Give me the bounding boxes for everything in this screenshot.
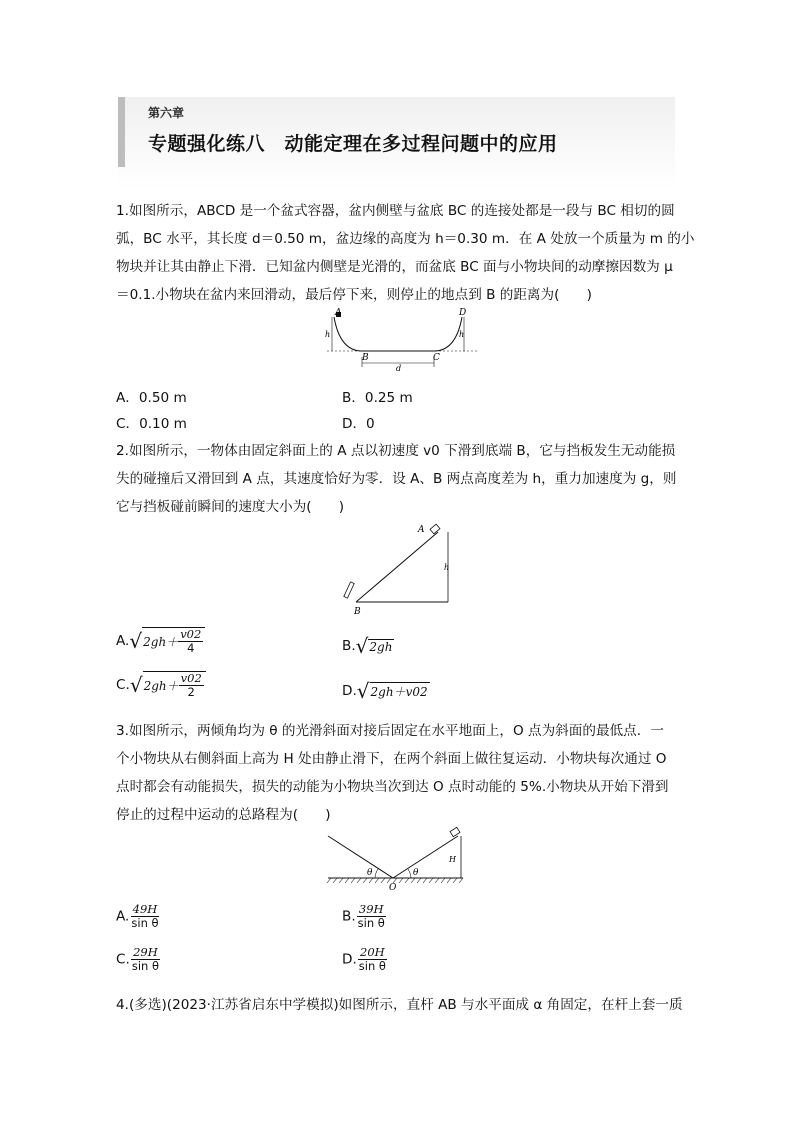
- q1-option-b[interactable]: B．0.25 m: [342, 390, 413, 406]
- label-b: B: [362, 353, 369, 363]
- q2-option-c[interactable]: C. √ 2gh＋ $\frac{v02}{2}$: [116, 671, 206, 699]
- option-letter: A.: [116, 633, 130, 650]
- q3-v-incline-figure: [323, 826, 468, 892]
- label-h-left: h: [325, 330, 331, 339]
- incline: [356, 532, 438, 602]
- q3-option-a[interactable]: A. $\frac{49H}{\text{sin θ}}$: [116, 902, 159, 931]
- label-o: O: [389, 883, 397, 892]
- q2-option-a[interactable]: A. √ 2gh＋ $\frac{v02}{4}$: [116, 627, 205, 655]
- theta-right: θ: [413, 868, 419, 878]
- q3-line-2: 个小物块从右侧斜面上高为 H 处由静止滑下，在两个斜面上做往复运动．小物块每次通过 O: [116, 751, 667, 767]
- option-letter: D.: [342, 951, 357, 968]
- theta-left: θ: [367, 868, 373, 878]
- label-b: B: [354, 607, 361, 617]
- option-letter: D.: [342, 683, 357, 699]
- theta-arc-right: [408, 869, 411, 878]
- q1-line-2: 弧，BC 水平，其长度 d＝0.50 m，盆边缘的高度为 h＝0.30 m．在 A 处放一个质量为 m 的小: [116, 231, 695, 247]
- label-d-length: d: [396, 364, 402, 373]
- chapter-label: 第六章: [148, 106, 185, 120]
- q2-option-b[interactable]: B. √ 2gh: [342, 634, 393, 658]
- label-a: A: [418, 525, 425, 535]
- q3-option-b[interactable]: B. $\frac{39H}{\text{sin θ}}$: [342, 902, 385, 931]
- q3-line-3: 点时都会有动能损失，损失的动能为小物块当次到达 O 点时动能的 5%.小物块从开始下滑到: [116, 779, 669, 795]
- basin-outline: [334, 317, 465, 351]
- label-d: D: [459, 308, 467, 318]
- label-c: C: [433, 353, 440, 363]
- q1-option-d[interactable]: D．0: [342, 416, 375, 432]
- page-title: 专题强化练八 动能定理在多过程问题中的应用: [148, 133, 558, 155]
- q3-line-1: 3.如图所示，两倾角均为 θ 的光滑斜面对接后固定在水平地面上，O 点为斜面的最低点．一: [116, 723, 664, 739]
- q3-line-4: 停止的过程中运动的总路程为( ): [116, 807, 331, 823]
- option-letter: C.: [116, 677, 130, 694]
- theta-arc-left: [375, 869, 378, 878]
- label-h: h: [444, 563, 450, 572]
- q1-basin-figure: [322, 305, 482, 375]
- q3-option-c[interactable]: C. $\frac{29H}{\text{sin θ}}$: [116, 945, 159, 974]
- q1-option-c[interactable]: C．0.10 m: [116, 416, 187, 432]
- q1-line-4: ＝0.1.小物块在盆内来回滑动，最后停下来，则停止的地点到 B 的距离为( ): [116, 287, 592, 303]
- block: [450, 827, 460, 836]
- q1-option-a[interactable]: A．0.50 m: [116, 390, 187, 406]
- header-accent-bar: [118, 97, 125, 167]
- option-letter: C.: [116, 951, 130, 968]
- q1-line-1: 1.如图所示，ABCD 是一个盆式容器，盆内侧壁与盆底 BC 的连接处都是一段与 BC 相切的圆: [116, 203, 675, 219]
- label-h-right: h: [459, 330, 465, 339]
- left-incline: [328, 836, 393, 878]
- q4-line-1: 4.(多选)(2023·江苏省启东中学模拟)如图所示，直杆 AB 与水平面成 α 角固定，在杆上套一质: [116, 997, 683, 1013]
- q2-incline-figure: [338, 518, 458, 618]
- q1-line-3: 物块并让其由静止下滑．已知盆内侧壁是光滑的，而盆底 BC 面与小物块间的动摩擦因数为 μ: [116, 259, 673, 275]
- option-letter: B.: [342, 908, 356, 925]
- option-letter: A.: [116, 908, 130, 925]
- chapter-header: [118, 97, 675, 189]
- label-h: H: [449, 855, 456, 864]
- option-letter: B.: [342, 638, 356, 654]
- q2-line-1: 2.如图所示，一物体由固定斜面上的 A 点以初速度 v0 下滑到底端 B，它与挡板发生无动能损: [116, 443, 676, 459]
- q2-line-2: 失的碰撞后又滑回到 A 点，其速度恰好为零．设 A、B 两点高度差为 h，重力加速度为 g，则: [116, 471, 677, 487]
- block-a: [430, 524, 440, 534]
- q2-option-d[interactable]: D. √ 2gh＋v02: [342, 679, 428, 703]
- label-a: A: [335, 308, 342, 318]
- barrier: [344, 582, 354, 598]
- q3-option-d[interactable]: D. $\frac{20H}{\text{sin θ}}$: [342, 945, 386, 974]
- q2-line-3: 它与挡板碰前瞬间的速度大小为( ): [116, 499, 345, 515]
